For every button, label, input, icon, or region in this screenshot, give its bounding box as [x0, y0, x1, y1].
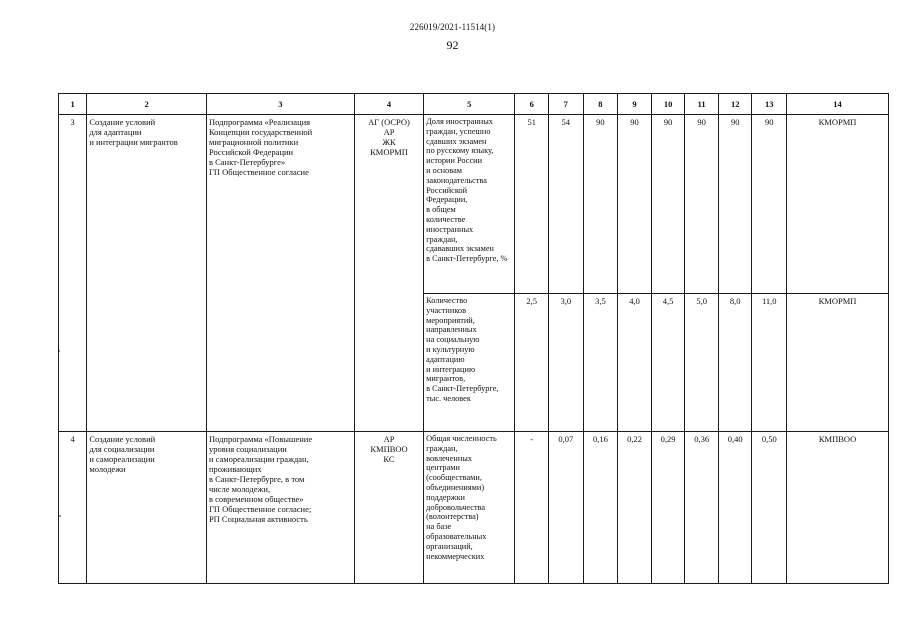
indicator-value: 8,0: [718, 294, 752, 432]
column-header: 2: [87, 94, 207, 115]
column-header: 1: [59, 94, 87, 115]
responsible-cell: КМОРМП: [787, 294, 889, 432]
column-header: 3: [206, 94, 354, 115]
executors-cell: АГ (ОСРО) АР ЖК КМОРМП: [354, 115, 423, 432]
column-header: 11: [685, 94, 719, 115]
task-cell: Создание условий для социализации и самореализации молодежи: [87, 432, 207, 584]
row-number: 4: [59, 432, 87, 584]
indicator-value: 4,5: [651, 294, 685, 432]
indicator-value: 90: [618, 115, 652, 294]
indicator-value: 4,0: [618, 294, 652, 432]
column-header: 14: [787, 94, 889, 115]
column-header: 7: [548, 94, 583, 115]
indicator-name: Доля иностранных граждан, успешно сдавших экзамен по русскому языку, истории России и основам законодательства Российской Федерации, в общем количестве иностранных граждан, сдававших экзамен в Санкт-Петербурге, %: [424, 115, 515, 294]
table-header-row: [59, 94, 889, 115]
indicator-value: 3,5: [583, 294, 618, 432]
table-row: [59, 432, 889, 584]
indicators-table: [58, 93, 889, 584]
indicator-value: 5,0: [685, 294, 719, 432]
column-header: 5: [424, 94, 515, 115]
indicator-value: 90: [752, 115, 787, 294]
program-cell: Подпрограмма «Реализация Концепции государственной миграционной политики Российской Федерации в Санкт-Петербурге» ГП Общественное согласие: [206, 115, 354, 432]
program-cell: Подпрограмма «Повышение уровня социализации и самореализации граждан, проживающих в Санкт-Петербурге, в том числе молодежи, в современном обществе» ГП Общественное согласие; РП Социальная активность: [206, 432, 354, 584]
indicator-value: 90: [651, 115, 685, 294]
indicator-value: 0,07: [548, 432, 583, 584]
indicator-value: 3,0: [548, 294, 583, 432]
indicator-value: 0,16: [583, 432, 618, 584]
column-header: 12: [718, 94, 752, 115]
indicator-value: 11,0: [752, 294, 787, 432]
indicator-name: Общая численность граждан, вовлеченных центрами (сообществами, объединениями) поддержки добровольчества (волонтерства) на базе образовательных организаций, некоммерческих: [424, 432, 515, 584]
indicator-value: 0,40: [718, 432, 752, 584]
row-number: 3: [59, 115, 87, 432]
indicator-value: 2,5: [515, 294, 549, 432]
indicator-value: 90: [718, 115, 752, 294]
indicator-value: 0,29: [651, 432, 685, 584]
responsible-cell: КМОРМП: [787, 115, 889, 294]
column-header: 10: [651, 94, 685, 115]
column-header: 13: [752, 94, 787, 115]
indicator-value: 51: [515, 115, 549, 294]
indicator-value: 90: [583, 115, 618, 294]
task-cell: Создание условий для адаптации и интеграции мигрантов: [87, 115, 207, 432]
indicator-value: -: [515, 432, 549, 584]
indicator-value: 0,50: [752, 432, 787, 584]
table-row: [59, 115, 889, 294]
indicator-name: Количество участников мероприятий, направленных на социальную и культурную адаптацию и интеграцию мигрантов, в Санкт-Петербурге, тыс. человек: [424, 294, 515, 432]
column-header: 9: [618, 94, 652, 115]
indicator-value: 0,22: [618, 432, 652, 584]
indicator-value: 54: [548, 115, 583, 294]
responsible-cell: КМПВОО: [787, 432, 889, 584]
page-number: 92: [446, 38, 459, 52]
indicator-value: 90: [685, 115, 719, 294]
document-id: 226019/2021-11514(1): [409, 22, 496, 32]
indicator-value: 0,36: [685, 432, 719, 584]
column-header: 8: [583, 94, 618, 115]
executors-cell: АР КМПВОО КС: [354, 432, 423, 584]
column-header: 6: [515, 94, 549, 115]
column-header: 4: [354, 94, 423, 115]
